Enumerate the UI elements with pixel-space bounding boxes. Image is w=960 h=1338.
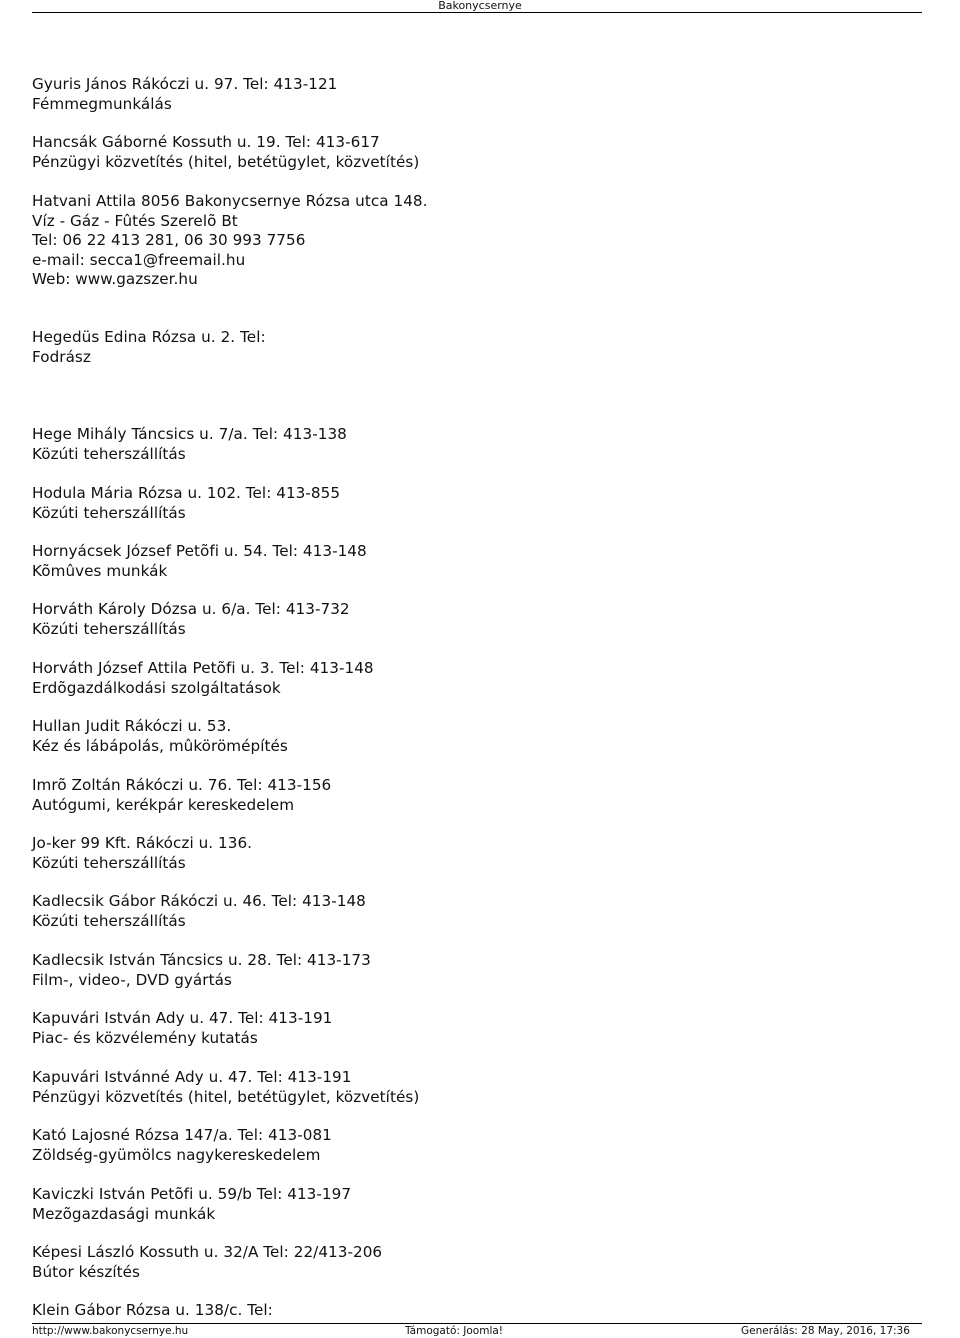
entry-name-address: Hornyácsek József Petõfi u. 54. Tel: 413-148	[32, 542, 367, 560]
entry-detail: Bútor készítés	[32, 1262, 140, 1281]
footer-generated-date: Generálás: 28 May, 2016, 17:36	[741, 1325, 910, 1337]
entry-detail: Tel: 06 22 413 281, 06 30 993 7756	[32, 231, 306, 250]
entry-name-address: Kató Lajosné Rózsa 147/a. Tel: 413-081	[32, 1126, 332, 1144]
entry-name-address: Hodula Mária Rózsa u. 102. Tel: 413-855	[32, 484, 341, 502]
header-divider	[32, 12, 922, 13]
entry-detail: Erdõgazdálkodási szolgáltatások	[32, 678, 281, 697]
entry-name-address: Hege Mihály Táncsics u. 7/a. Tel: 413-138	[32, 425, 347, 443]
entry-detail: Mezõgazdasági munkák	[32, 1204, 216, 1223]
entry-detail: Fémmegmunkálás	[32, 94, 172, 113]
entry-detail: Fodrász	[32, 347, 91, 366]
entry-name-address: Kaviczki István Petõfi u. 59/b Tel: 413-197	[32, 1185, 352, 1203]
entry-detail: Pénzügyi közvetítés (hitel, betétügylet, közvetítés)	[32, 152, 420, 171]
entry-detail: Közúti teherszállítás	[32, 503, 186, 522]
entry-detail: Kõmûves munkák	[32, 561, 168, 580]
footer-sponsor: Támogató: Joomla!	[405, 1325, 504, 1337]
entry-name-address: Képesi László Kossuth u. 32/A Tel: 22/413-206	[32, 1243, 383, 1261]
entry-detail: Közúti teherszállítás	[32, 619, 186, 638]
entry-name-address: Kapuvári Istvánné Ady u. 47. Tel: 413-191	[32, 1068, 352, 1086]
entry-name-address: Hegedüs Edina Rózsa u. 2. Tel:	[32, 328, 266, 346]
entry-detail: Pénzügyi közvetítés (hitel, betétügylet, közvetítés)	[32, 1087, 420, 1106]
entry-detail: e-mail: secca1@freemail.hu	[32, 250, 246, 269]
entry-detail: Autógumi, kerékpár kereskedelem	[32, 795, 295, 814]
entry-name-address: Horváth Károly Dózsa u. 6/a. Tel: 413-732	[32, 600, 350, 618]
entry-detail: Közúti teherszállítás	[32, 444, 186, 463]
entry-name-address: Hancsák Gáborné Kossuth u. 19. Tel: 413-617	[32, 133, 380, 151]
entry-detail: Zöldség-gyümölcs nagykereskedelem	[32, 1145, 321, 1164]
entry-detail: Film-, video-, DVD gyártás	[32, 970, 232, 989]
entry-detail: Közúti teherszállítás	[32, 853, 186, 872]
entry-name-address: Jo-ker 99 Kft. Rákóczi u. 136.	[32, 834, 253, 852]
entry-name-address: Imrõ Zoltán Rákóczi u. 76. Tel: 413-156	[32, 776, 332, 794]
entry-detail: Közúti teherszállítás	[32, 911, 186, 930]
entry-detail: Víz - Gáz - Fûtés Szerelõ Bt	[32, 211, 238, 230]
entry-name-address: Hullan Judit Rákóczi u. 53.	[32, 717, 232, 735]
entry-detail: Piac- és közvélemény kutatás	[32, 1028, 258, 1047]
entry-name-address: Kadlecsik István Táncsics u. 28. Tel: 413-173	[32, 951, 371, 969]
entry-name-address: Kapuvári István Ady u. 47. Tel: 413-191	[32, 1009, 333, 1027]
page-header-title: Bakonycsernye	[438, 0, 522, 12]
entry-name-address: Klein Gábor Rózsa u. 138/c. Tel:	[32, 1301, 273, 1319]
entry-detail: Kéz és lábápolás, mûkörömépítés	[32, 736, 288, 755]
footer-url-link[interactable]: http://www.bakonycsernye.hu	[32, 1325, 189, 1337]
entry-name-address: Kadlecsik Gábor Rákóczi u. 46. Tel: 413-148	[32, 892, 366, 910]
entry-detail: Web: www.gazszer.hu	[32, 270, 198, 289]
entry-name-address: Hatvani Attila 8056 Bakonycsernye Rózsa utca 148.	[32, 192, 428, 210]
entry-name-address: Horváth József Attila Petõfi u. 3. Tel: 413-148	[32, 659, 374, 677]
footer-divider	[32, 1323, 922, 1324]
entry-name-address: Gyuris János Rákóczi u. 97. Tel: 413-121	[32, 75, 338, 93]
